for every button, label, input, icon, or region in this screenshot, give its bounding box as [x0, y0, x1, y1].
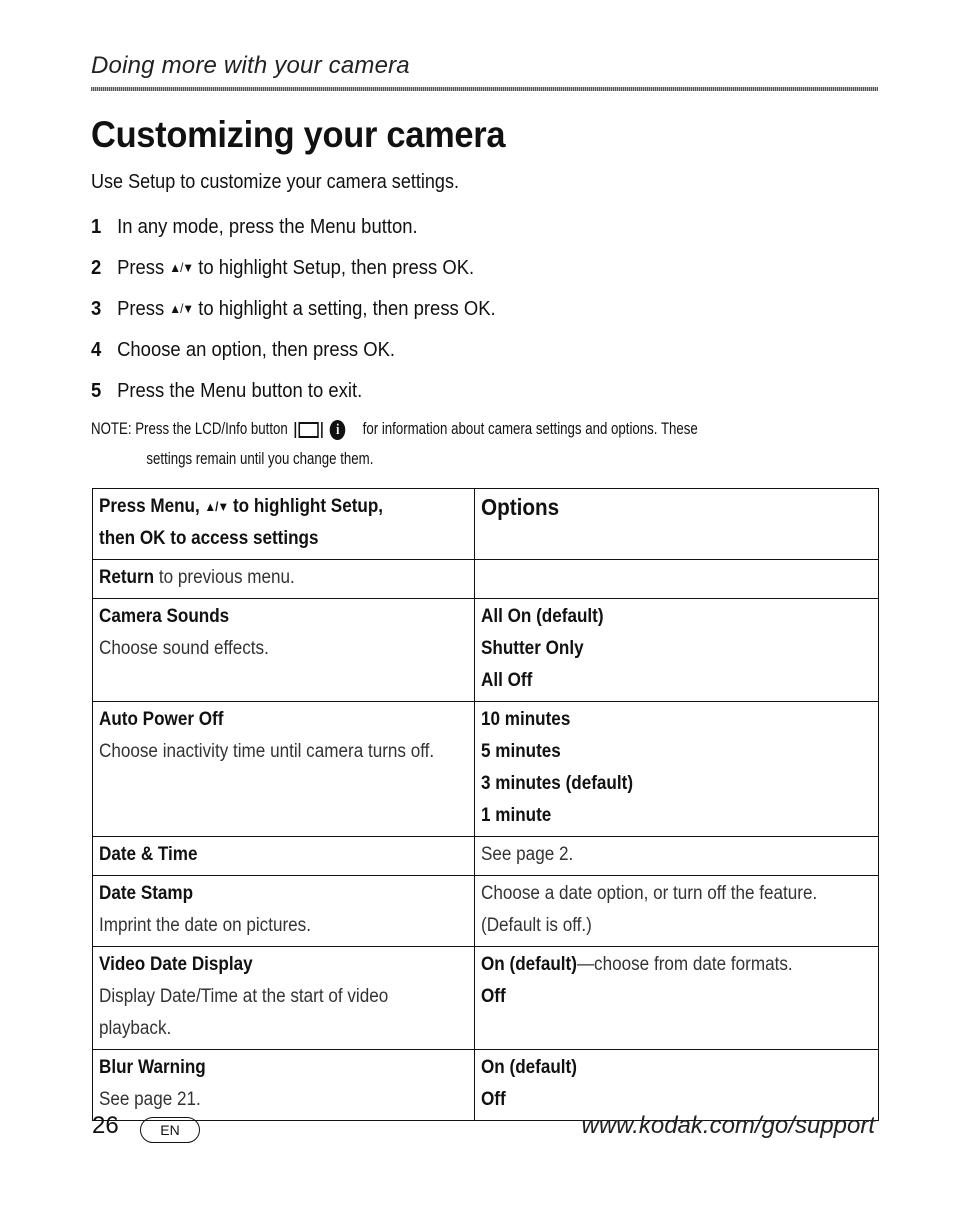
section-header: Doing more with your camera [91, 52, 410, 79]
header-text: Press Menu, [99, 496, 200, 518]
header-text: then OK to access settings [99, 528, 319, 550]
steps-list [91, 206, 541, 411]
step-5 [91, 370, 496, 411]
setting-name: Video Date Display [99, 954, 253, 976]
table-row [93, 1050, 879, 1121]
option: On (default) [481, 1057, 577, 1079]
intro-text: Use Setup to customize your camera settings. [91, 170, 459, 193]
option: 5 minutes [481, 741, 561, 763]
option: 1 minute [481, 805, 552, 827]
step-1 [91, 206, 496, 247]
table-row [93, 599, 879, 702]
header-cell-settings [93, 489, 475, 560]
step-text-post: to highlight a setting, then press OK. [198, 296, 496, 320]
table-row [93, 702, 879, 837]
step-number: 4 [91, 337, 102, 361]
up-down-arrow-icon: ▲/▼ [169, 260, 194, 275]
options-cell [475, 876, 879, 947]
setting-desc: to previous menu. [158, 567, 295, 589]
option-text: —choose from date formats. [576, 954, 793, 976]
step-number: 3 [91, 296, 102, 320]
step-text: Press [117, 296, 165, 320]
setting-cell [93, 702, 475, 837]
step-text: Choose an option, then press OK. [117, 337, 396, 361]
option: Off [481, 1089, 506, 1111]
setting-name: Date & Time [99, 844, 198, 866]
setting-cell [93, 560, 475, 599]
setting-desc: Display Date/Time at the start of video [99, 986, 389, 1008]
options-cell [475, 599, 879, 702]
setting-desc: Choose sound effects. [99, 638, 269, 660]
up-down-arrow-icon: ▲/▼ [169, 301, 194, 316]
step-number: 5 [91, 378, 102, 402]
setting-name: Blur Warning [99, 1057, 206, 1079]
option: 10 minutes [481, 709, 571, 731]
step-text-post: to highlight Setup, then press OK. [198, 255, 475, 279]
note-text-post: for information about camera settings and options. These [362, 419, 698, 438]
header-text: to highlight Setup, [232, 496, 384, 518]
options-cell [475, 947, 879, 1050]
option: On (default) [481, 954, 577, 976]
setting-desc: playback. [99, 1018, 172, 1040]
table-header-row [93, 489, 879, 560]
setting-desc: Choose inactivity time until camera turns off. [99, 741, 435, 763]
step-4 [91, 329, 496, 370]
options-cell [475, 837, 879, 876]
setting-name: Camera Sounds [99, 606, 230, 628]
setting-name: Auto Power Off [99, 709, 224, 731]
up-down-arrow-icon: ▲/▼ [204, 499, 229, 514]
info-icon: i [330, 420, 346, 440]
table-row [93, 947, 879, 1050]
setup-settings-table [92, 488, 879, 1121]
table-row [93, 560, 879, 599]
note [91, 414, 871, 474]
option: Off [481, 986, 506, 1008]
step-2 [91, 247, 496, 288]
option-text: See page 2. [481, 844, 574, 866]
option: All On (default) [481, 606, 604, 628]
page-number: 26 [92, 1112, 119, 1139]
options-cell [475, 1050, 879, 1121]
table-row [93, 837, 879, 876]
step-text: Press the Menu button to exit. [117, 378, 363, 402]
setting-cell [93, 1050, 475, 1121]
table-row [93, 876, 879, 947]
step-number: 1 [91, 214, 102, 238]
note-text: NOTE: Press the LCD/Info button [91, 419, 288, 438]
step-text: In any mode, press the Menu button. [117, 214, 418, 238]
language-badge: EN [140, 1117, 200, 1143]
setting-name: Date Stamp [99, 883, 194, 905]
step-3 [91, 288, 496, 329]
note-line-1 [91, 414, 871, 444]
option: All Off [481, 670, 533, 692]
step-text: Press [117, 255, 165, 279]
lcd-button-icon [299, 422, 319, 438]
note-line-2: settings remain until you change them. [146, 449, 374, 468]
setting-desc: See page 21. [99, 1089, 201, 1111]
option: 3 minutes (default) [481, 773, 634, 795]
option-text: Choose a date option, or turn off the feature. [481, 883, 818, 905]
option: Shutter Only [481, 638, 584, 660]
support-url: www.kodak.com/go/support [581, 1112, 875, 1139]
options-cell [475, 560, 879, 599]
setting-cell [93, 837, 475, 876]
step-number: 2 [91, 255, 102, 279]
option-text: (Default is off.) [481, 915, 592, 937]
header-rule [91, 87, 878, 91]
setting-cell [93, 599, 475, 702]
header-cell-options: Options [475, 489, 879, 560]
setting-cell [93, 876, 475, 947]
options-cell [475, 702, 879, 837]
setting-name: Return [99, 567, 155, 589]
setting-desc: Imprint the date on pictures. [99, 915, 311, 937]
page-title: Customizing your camera [91, 114, 506, 155]
setting-cell [93, 947, 475, 1050]
